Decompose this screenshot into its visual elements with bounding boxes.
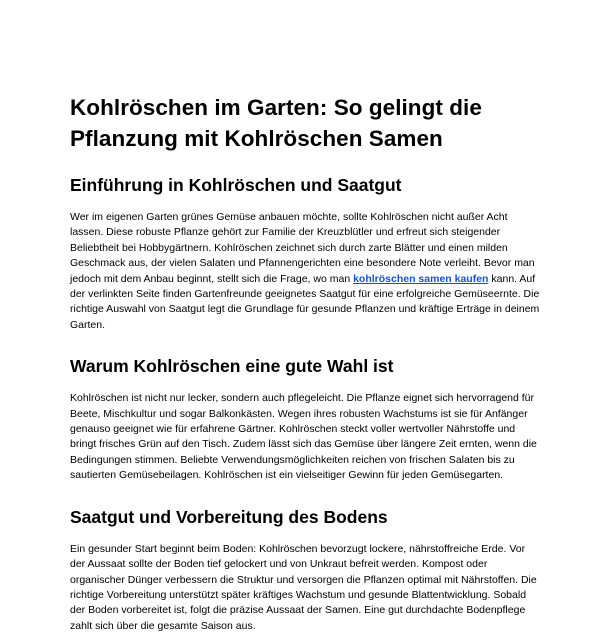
article-body [70,92,540,634]
seed-purchase-link[interactable]: kohlröschen samen kaufen [353,272,489,285]
section-paragraph-seed-soil: Ein gesunder Start beginnt beim Boden: Kohlröschen bevorzugt lockere, nährstoffreiche Erde. Vor der Aussaat sollte der Boden tief gelockert und von Unkraut befreit werden. Kompost oder organischer Dünger verbessern die Struktur und versorgen die Pflanzen optimal mit Nährstoffen. Die richtige Vorbereitung unterstützt später kräftiges Wachstum und gesunde Blattentwicklung. Sobald der Boden vorbereitet ist, folgt die präzise Aussaat der Samen. Eine gut durchdachte Bodenpflege zahlt sich über die gesamte Saison aus. [70,542,537,632]
page-title: Kohlröschen im Garten: So gelingt die Pflanzung mit Kohlröschen Samen [70,95,482,151]
section-paragraph-introduction [70,210,540,333]
paragraph-text-after-link: kann. Auf der verlinkten Seite finden Gartenfreunde geeignetes Saatgut für eine erfolgreiche Gemüseernte. Die richtige Auswahl von Saatgut legt die Grundlage für gesunde Pflanzen und kräftige Erträge in deinem Garten. [70,272,540,331]
section-heading-why: Warum Kohlröschen eine gute Wahl ist [70,356,394,377]
section-heading-seed-soil: Saatgut und Vorbereitung des Bodens [70,506,388,527]
paragraph-text-before-link: Wer im eigenen Garten grünes Gemüse anbauen möchte, sollte Kohlröschen nicht außer Acht lassen. Diese robuste Pflanze gehört zur Familie der Kreuzblütler und erfreut sich steigender Beliebtheit bei Hobbygärtnern. Kohlröschen zeichnet sich durch zarte Blätter und einen milden Geschmack aus, der vielen Salaten und Pfannengerichten eine besondere Note verleiht. Bevor man jedoch mit dem Anbau beginnt, stellt sich die Frage, wo man [70,211,535,285]
section-heading-introduction: Einführung in Kohlröschen und Saatgut [70,175,402,195]
section-paragraph-why: Kohlröschen ist nicht nur lecker, sondern auch pflegeleicht. Die Pflanze eignet sich hervorragend für Beete, Mischkultur und sogar Balkonkästen. Wegen ihres robusten Wachstums ist sie für Anfänger genauso geeignet wie für erfahrene Gärtner. Kohlröschen steckt voller wertvoller Nährstoffe und bringt frisches Grün auf den Tisch. Zudem lässt sich das Gemüse über längere Zeit ernten, wenn die Bedingungen stimmen. Beliebte Verwendungsmöglichkeiten reichen von frischen Salaten bis zu sautierten Gemüsebeilagen. Kohlröschen ist ein vielseitiger Gewinn für jeden Gemüsegarten. [70,392,537,482]
